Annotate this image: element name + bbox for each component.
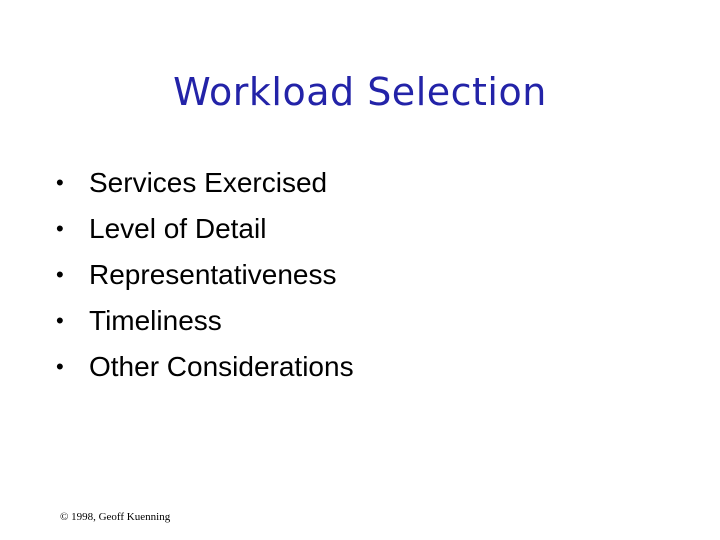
bullet-list	[56, 160, 354, 390]
bullet-item	[56, 344, 354, 390]
bullet-text: Other Considerations	[89, 351, 354, 382]
bullet-text: Level of Detail	[89, 213, 267, 244]
slide-title: Workload Selection	[173, 70, 547, 114]
bullet-text: Timeliness	[89, 305, 222, 336]
bullet-item	[56, 160, 354, 206]
copyright-footer: © 1998, Geoff Kuenning	[60, 511, 171, 523]
bullet-icon: •	[56, 216, 64, 241]
bullet-icon: •	[56, 308, 64, 333]
bullet-item	[56, 206, 354, 252]
bullet-icon: •	[56, 262, 64, 287]
bullet-text: Services Exercised	[89, 167, 328, 198]
bullet-item	[56, 298, 354, 344]
bullet-icon: •	[56, 170, 64, 195]
bullet-text: Representativeness	[89, 259, 337, 290]
bullet-item	[56, 252, 354, 298]
bullet-icon: •	[56, 354, 64, 379]
